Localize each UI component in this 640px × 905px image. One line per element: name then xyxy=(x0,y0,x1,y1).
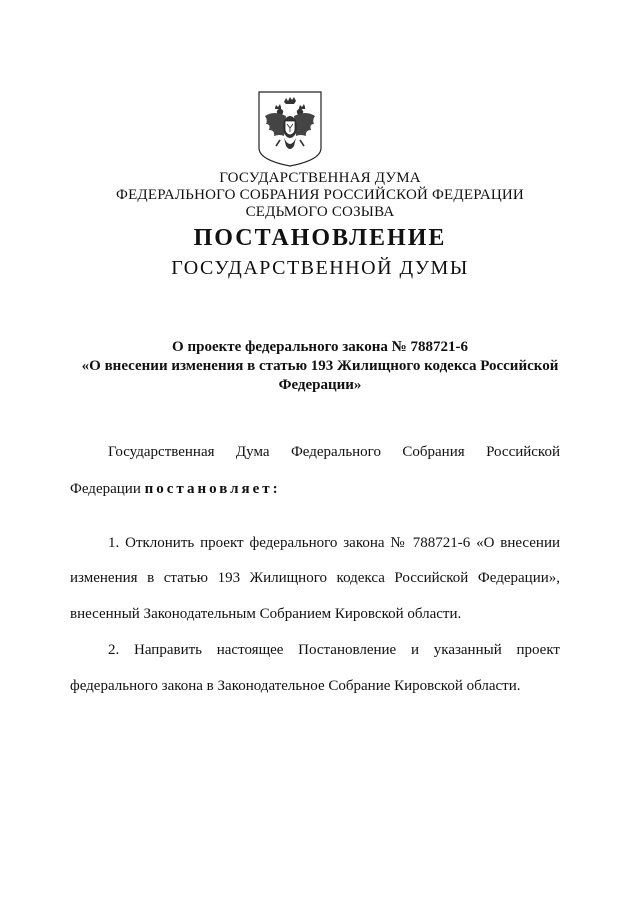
document-type-title: ПОСТАНОВЛЕНИЕ xyxy=(193,225,447,251)
subject-line-1: О проекте федерального закона № 788721-6 xyxy=(172,339,468,355)
org-line-3: СЕДЬМОГО СОЗЫВА xyxy=(245,204,395,220)
item2-line-2: федерального закона в Законодательное Собрание Кировской области. xyxy=(70,678,521,694)
item1-line-3: внесенный Законодательным Собранием Кировской области. xyxy=(70,606,462,622)
coat-of-arms-icon xyxy=(256,90,324,168)
org-line-1: ГОСУДАРСТВЕННАЯ ДУМА xyxy=(219,170,421,186)
org-line-2: ФЕДЕРАЛЬНОГО СОБРАНИЯ РОССИЙСКОЙ ФЕДЕРАЦИИ xyxy=(116,187,524,203)
item1-line-1: 1. Отклонить проект федерального закона № 788721-6 «О внесении xyxy=(108,535,560,551)
preamble-line-2 xyxy=(70,481,560,498)
document-issuer-subtitle: ГОСУДАРСТВЕННОЙ ДУМЫ xyxy=(171,257,469,279)
subject-line-2: «О внесении изменения в статью 193 Жилищного кодекса Российской xyxy=(81,358,559,374)
preamble-line-2-start: Федерации xyxy=(70,481,141,497)
subject-line-3: Федерации» xyxy=(278,377,362,393)
preamble-line-1: Государственная Дума Федерального Собрания Российской xyxy=(108,444,560,460)
item1-line-2: изменения в статью 193 Жилищного кодекса Российской Федерации», xyxy=(70,570,560,586)
preamble-keyword: постановляет: xyxy=(144,481,281,497)
item2-line-1: 2. Направить настоящее Постановление и указанный проект xyxy=(108,642,560,658)
